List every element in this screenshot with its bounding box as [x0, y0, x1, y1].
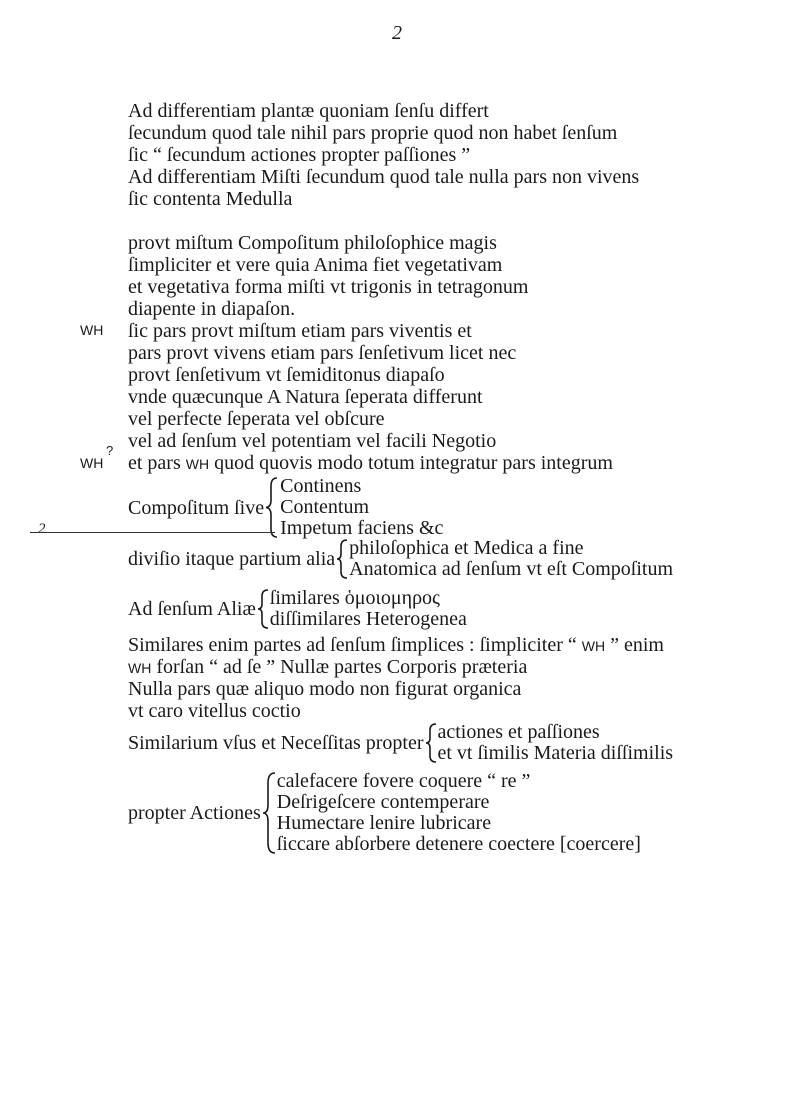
- text-line: ſecundum quod tale nihil pars proprie quod non habet ſenſum: [128, 122, 618, 144]
- brace-label: diviſio itaque partium alia: [128, 548, 336, 570]
- brace-options: [277, 771, 641, 855]
- brace-option: Continens: [280, 475, 362, 497]
- brace-label: Similarium vſus et Neceſſitas propter: [128, 732, 424, 754]
- compositum-brace-group: [128, 476, 443, 539]
- text-line: pars provt vivens etiam pars ſenſetivum licet nec: [128, 342, 517, 364]
- brace-options: [280, 476, 443, 539]
- section-similares: [128, 634, 768, 722]
- text-line: diapente in diapaſon.: [128, 298, 296, 320]
- margin-wh-annotation: WH: [80, 322, 104, 338]
- wh-annotation: WH: [581, 638, 606, 654]
- brace-label: Ad ſenſum Aliæ: [128, 598, 256, 620]
- page-number: 2: [392, 22, 402, 44]
- similarium-brace-group: [128, 722, 673, 764]
- text-line: ſic contenta Medulla: [128, 188, 293, 210]
- text-line: vel ad ſenſum vel potentiam vel facili Negotio: [128, 430, 497, 452]
- text-line: [128, 634, 768, 656]
- brace-label: Compoſitum ſive: [128, 496, 265, 519]
- brace-option: Contentum: [280, 496, 370, 518]
- text-line: ſic pars provt miſtum etiam pars viventis et: [128, 320, 472, 342]
- brace-option: et vt ſimilis Materia diſſimilis: [437, 742, 674, 764]
- section-compositum: [128, 232, 768, 474]
- brace-label: propter Actiones: [128, 802, 261, 824]
- text-line: ſic “ ſecundum actiones propter paſſiones ”: [128, 144, 471, 166]
- text-fragment: Similares enim partes ad ſenſum ſimplices : ſimpliciter “: [128, 634, 577, 656]
- text-line-integrum: [128, 452, 768, 474]
- text-line: ſimpliciter et vere quia Anima fiet vegetativam: [128, 254, 503, 276]
- margin-number: 2: [38, 521, 46, 537]
- brace-option: ſiccare abſorbere detenere coectere [coercere]: [276, 833, 641, 855]
- propter-actiones-brace-group: [128, 771, 641, 855]
- brace-options: [438, 722, 674, 764]
- brace-option: Humectare lenire lubricare: [276, 812, 492, 834]
- wh-annotation: WH: [128, 660, 152, 676]
- divider-line: [30, 532, 275, 533]
- text-line: provt miſtum Compoſitum philoſophice magis: [128, 232, 497, 254]
- curly-brace-icon: [264, 476, 280, 539]
- text-fragment: forſan “ ad ſe ” Nullæ partes Corporis præteria: [156, 656, 528, 678]
- brace-option: Deſrigeſcere contemperare: [276, 791, 490, 813]
- brace-option: Impetum faciens &c: [280, 517, 444, 539]
- brace-option: philoſophica et Medica a fine: [349, 537, 584, 559]
- brace-option: ſimilares ὁμοιομηρος: [269, 587, 440, 609]
- curly-brace-icon: [256, 588, 270, 630]
- text-line: et vegetativa forma miſti vt trigonis in tetragonum: [128, 276, 529, 298]
- margin-wh-annotation: WH: [80, 455, 104, 471]
- brace-option: diſſimilares Heterogenea: [269, 608, 467, 630]
- text-fragment: et pars: [128, 452, 181, 474]
- text-line: vel perfecte ſeperata vel obſcure: [128, 408, 385, 430]
- curly-brace-icon: [335, 538, 349, 580]
- ad-sensum-brace-group: [128, 588, 467, 630]
- brace-options: [349, 538, 673, 580]
- brace-option: actiones et paſſiones: [437, 721, 600, 743]
- margin-question-mark: ?: [106, 443, 114, 458]
- text-line: Nulla pars quæ aliquo modo non figurat organica: [128, 678, 522, 700]
- text-line: Ad differentiam Miſti ſecundum quod tale nulla pars non vivens: [128, 166, 640, 188]
- brace-option: calefacere fovere coquere “ re ”: [276, 770, 531, 792]
- brace-options: [270, 588, 467, 630]
- text-line: Ad differentiam plantæ quoniam ſenſu differt: [128, 100, 489, 122]
- text-fragment: quod quovis modo totum integratur pars integrum: [214, 452, 613, 474]
- text-line: provt ſenſetivum vt ſemiditonus diapaſo: [128, 364, 445, 386]
- wh-annotation: WH: [185, 456, 210, 472]
- text-fragment: ” enim: [610, 634, 664, 656]
- text-line: [128, 656, 768, 678]
- curly-brace-icon: [261, 771, 277, 855]
- section-differentiam: [128, 100, 768, 210]
- text-line: vnde quæcunque A Natura ſeperata differunt: [128, 386, 483, 408]
- brace-option: Anatomica ad ſenſum vt eſt Compoſitum: [349, 558, 674, 580]
- text-line: vt caro vitellus coctio: [128, 700, 301, 722]
- curly-brace-icon: [424, 722, 438, 764]
- divisio-brace-group: [128, 538, 673, 580]
